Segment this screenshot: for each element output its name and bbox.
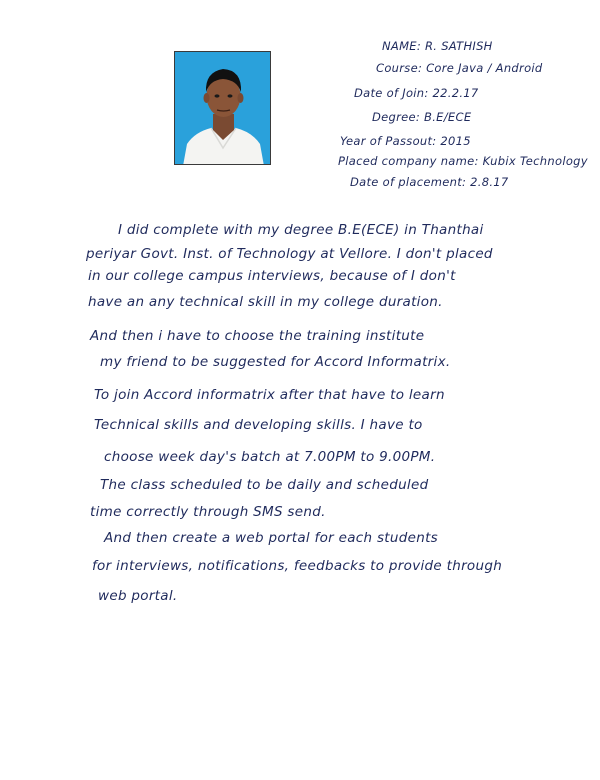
letter-line: my friend to be suggested for Accord Informatrix. — [100, 354, 451, 370]
candidate-name: NAME: R. SATHISH — [382, 39, 493, 53]
year-of-passout: Year of Passout: 2015 — [340, 134, 471, 148]
letter-line: time correctly through SMS send. — [90, 504, 326, 520]
letter-line: And then i have to choose the training institute — [90, 328, 425, 344]
candidate-photo — [174, 51, 271, 165]
letter-line: web portal. — [98, 588, 178, 604]
date-of-join: Date of Join: 22.2.17 — [354, 86, 479, 100]
letter-line: The class scheduled to be daily and scheduled — [100, 477, 429, 493]
letter-line: Technical skills and developing skills. I have to — [94, 417, 423, 433]
letter-line: And then create a web portal for each students — [104, 530, 438, 546]
letter-line: choose week day's batch at 7.00PM to 9.00PM. — [104, 449, 436, 465]
letter-line: have an any technical skill in my college duration. — [88, 294, 443, 310]
letter-line: in our college campus interviews, because of I don't — [88, 268, 456, 284]
letter-line: for interviews, notifications, feedbacks to provide through — [92, 558, 503, 574]
placed-company-name: Placed company name: Kubix Technology — [338, 154, 588, 168]
letter-line: To join Accord informatrix after that have to learn — [94, 387, 445, 403]
date-of-placement: Date of placement: 2.8.17 — [350, 175, 509, 189]
letter-line: I did complete with my degree B.E(ECE) in Thanthai — [118, 222, 484, 238]
letter-line: periyar Govt. Inst. of Technology at Vellore. I don't placed — [86, 246, 493, 262]
degree: Degree: B.E/ECE — [372, 110, 472, 124]
course: Course: Core Java / Android — [376, 61, 543, 75]
